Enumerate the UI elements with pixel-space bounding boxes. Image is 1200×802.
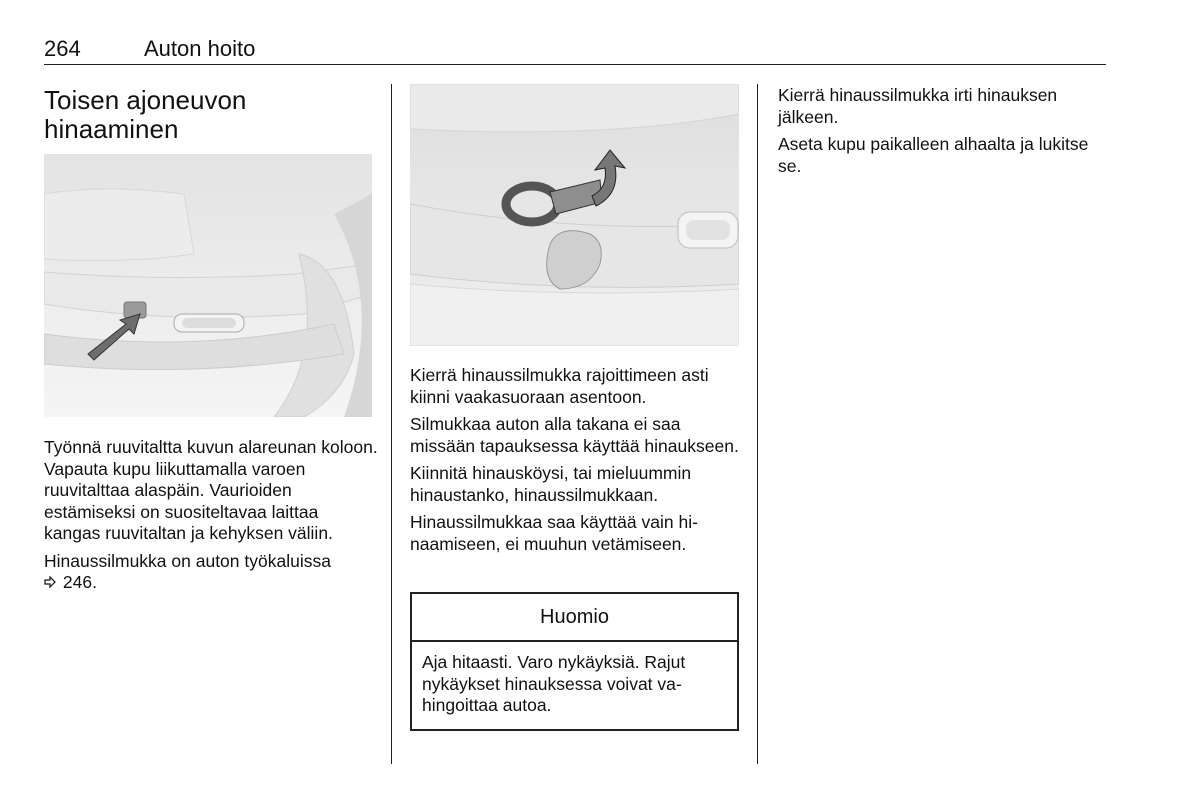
section-title: Toisen ajoneuvon hinaaminen: [44, 85, 247, 144]
paragraph: Kiinnitä hinausköysi, tai mieluummin hinaustanko, hinaussilmukkaan.: [410, 463, 692, 505]
right-column-text: [778, 85, 1103, 183]
figure-towing-eye: [410, 84, 739, 346]
cross-reference: [44, 551, 379, 594]
column-divider-left: [391, 84, 392, 764]
middle-column-text: [410, 365, 745, 561]
paragraph: Aseta kupu paikalleen alhaalta ja lukitse se.: [778, 134, 1089, 176]
chapter-title: Auton hoito: [144, 36, 256, 61]
notice-box: [410, 592, 739, 731]
page-header: [44, 34, 1106, 65]
paragraph: Kierrä hinaussilmukka rajoittimeen asti kiinni vaakasuoraan asentoon.: [410, 365, 709, 407]
arrow-reference-icon: [44, 572, 58, 594]
xref-text: Hinaussilmukka on auton työkaluissa: [44, 550, 331, 571]
paragraph: Kierrä hinaussilmukka irti hinauksen jälkeen.: [778, 85, 1058, 127]
notice-body: Aja hitaasti. Varo nykäyksiä. Rajut nykäykset hinauksessa voivat vahingoittaa autoa.: [422, 652, 686, 715]
figure-bumper-cover: [44, 154, 372, 417]
paragraph: Hinaussilmukkaa saa käyttää vain hinaamiseen, ei muuhun vetämiseen.: [410, 512, 698, 554]
xref-page: 246.: [62, 572, 97, 592]
paragraph: Silmukkaa auton alla takana ei saa missään tapauksessa käyttää hinaukseen.: [410, 414, 739, 456]
left-column-text: [44, 437, 379, 600]
column-divider-right: [757, 84, 758, 764]
notice-title: Huomio: [412, 594, 737, 642]
left-column-heading: [44, 86, 379, 144]
paragraph: Työnnä ruuvitaltta kuvun alareunan koloon. Vapauta kupu liikuttamalla varoen ruuvitalttaa alaspäin. Vaurioiden estämiseksi on suositeltavaa laittaa kangas ruuvitaltan ja kehyksen väliin.: [44, 437, 378, 543]
page-number: 264: [44, 36, 81, 61]
